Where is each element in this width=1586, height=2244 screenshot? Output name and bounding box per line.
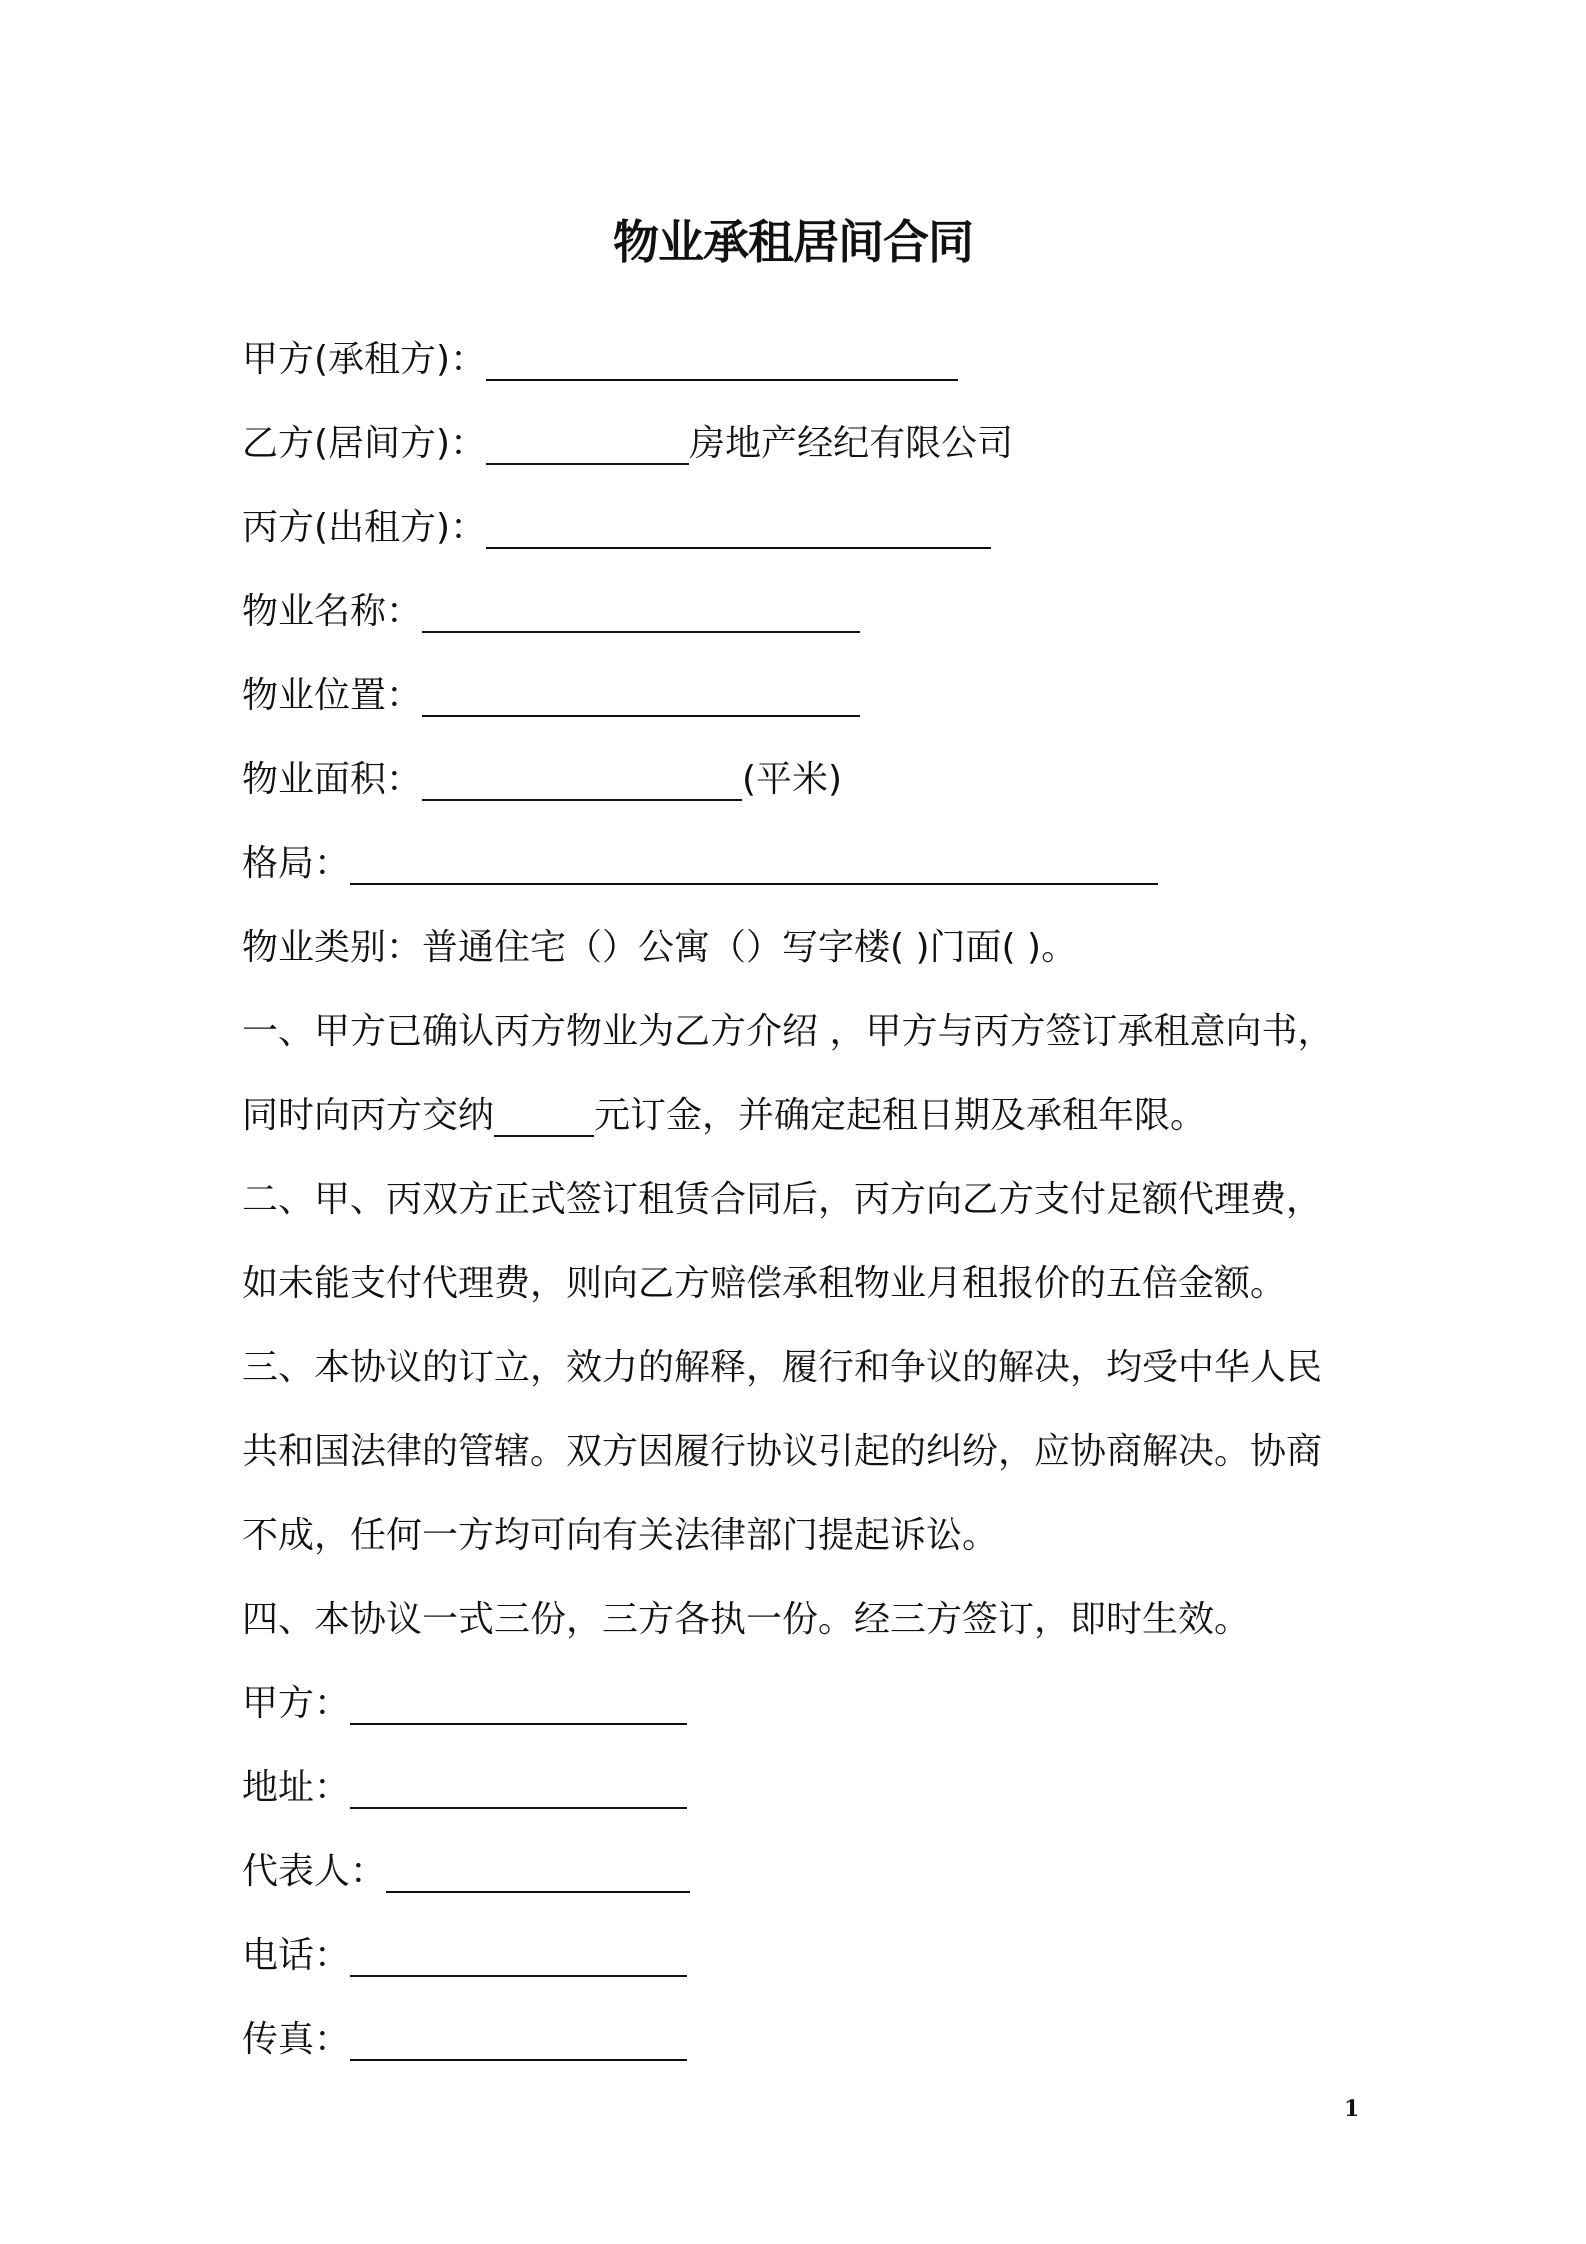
property-area-label: 物业面积：	[242, 759, 423, 800]
clause-3-line-1: 三、本协议的订立，效力的解释，履行和争议的解决，均受中华人民	[242, 1347, 1323, 1388]
clause-4-line-1: 四、本协议一式三份，三方各执一份。经三方签订，即时生效。	[242, 1599, 1251, 1640]
party-b-row	[242, 402, 1333, 486]
sign-fax-label: 传真：	[242, 2019, 351, 2060]
sign-party-a-label: 甲方：	[242, 1683, 351, 1724]
property-name-row	[242, 570, 1333, 654]
clause-1-line-1: 一、甲方已确认丙方物业为乙方介绍 ，甲方与丙方签订承租意向书，	[242, 1011, 1334, 1052]
sign-address-blank[interactable]	[350, 1755, 687, 1809]
property-location-blank[interactable]	[422, 663, 860, 717]
sign-phone-label: 电话：	[242, 1935, 351, 1976]
page-number: 1	[1344, 2096, 1360, 2122]
property-name-blank[interactable]	[422, 579, 860, 633]
document-body	[242, 318, 1333, 2082]
clause-2-line-1: 二、甲、丙双方正式签订租赁合同后，丙方向乙方支付足额代理费，	[242, 1179, 1323, 1220]
deposit-pre: 同时向丙方交纳	[242, 1095, 495, 1136]
party-b-label: 乙方(居间方)：	[242, 423, 487, 464]
layout-blank[interactable]	[350, 831, 1158, 885]
party-a-label: 甲方(承租方)：	[242, 339, 487, 380]
property-type-row: 物业类别：普通住宅（）公寓（）写字楼( )门面( )。	[242, 927, 1078, 968]
property-area-unit: (平米)	[742, 759, 843, 800]
sign-fax-blank[interactable]	[350, 2007, 687, 2061]
property-name-label: 物业名称：	[242, 591, 423, 632]
property-location-label: 物业位置：	[242, 675, 423, 716]
deposit-blank[interactable]	[494, 1083, 594, 1137]
party-a-row	[242, 318, 1333, 402]
sign-phone-blank[interactable]	[350, 1923, 687, 1977]
party-c-label: 丙方(出租方)：	[242, 507, 487, 548]
party-c-row	[242, 486, 1333, 570]
party-b-suffix: 房地产经纪有限公司	[689, 423, 1014, 464]
document-title: 物业承租居间合同	[613, 215, 973, 269]
sign-party-a-blank[interactable]	[350, 1671, 687, 1725]
clause-2-line-2: 如未能支付代理费，则向乙方赔偿承租物业月租报价的五倍金额。	[242, 1263, 1287, 1304]
sign-phone-row	[242, 1914, 1333, 1998]
property-area-row	[242, 738, 1333, 822]
property-location-row	[242, 654, 1333, 738]
layout-row	[242, 822, 1333, 906]
sign-representative-blank[interactable]	[386, 1839, 690, 1893]
party-c-blank[interactable]	[486, 495, 991, 549]
clause-3-line-3: 不成，任何一方均可向有关法律部门提起诉讼。	[242, 1515, 999, 1556]
party-b-blank[interactable]	[486, 411, 689, 465]
property-area-blank[interactable]	[422, 747, 742, 801]
sign-address-label: 地址：	[242, 1767, 351, 1808]
clause-1-line-2	[242, 1074, 1333, 1158]
layout-label: 格局：	[242, 843, 351, 884]
sign-representative-row	[242, 1830, 1333, 1914]
sign-party-a-row	[242, 1662, 1333, 1746]
party-a-blank[interactable]	[486, 327, 958, 381]
sign-representative-label: 代表人：	[242, 1851, 387, 1892]
clause-3-line-2: 共和国法律的管辖。双方因履行协议引起的纠纷，应协商解决。协商	[242, 1431, 1323, 1472]
deposit-post: 元订金，并确定起租日期及承租年限。	[594, 1095, 1207, 1136]
sign-fax-row	[242, 1998, 1333, 2082]
sign-address-row	[242, 1746, 1333, 1830]
